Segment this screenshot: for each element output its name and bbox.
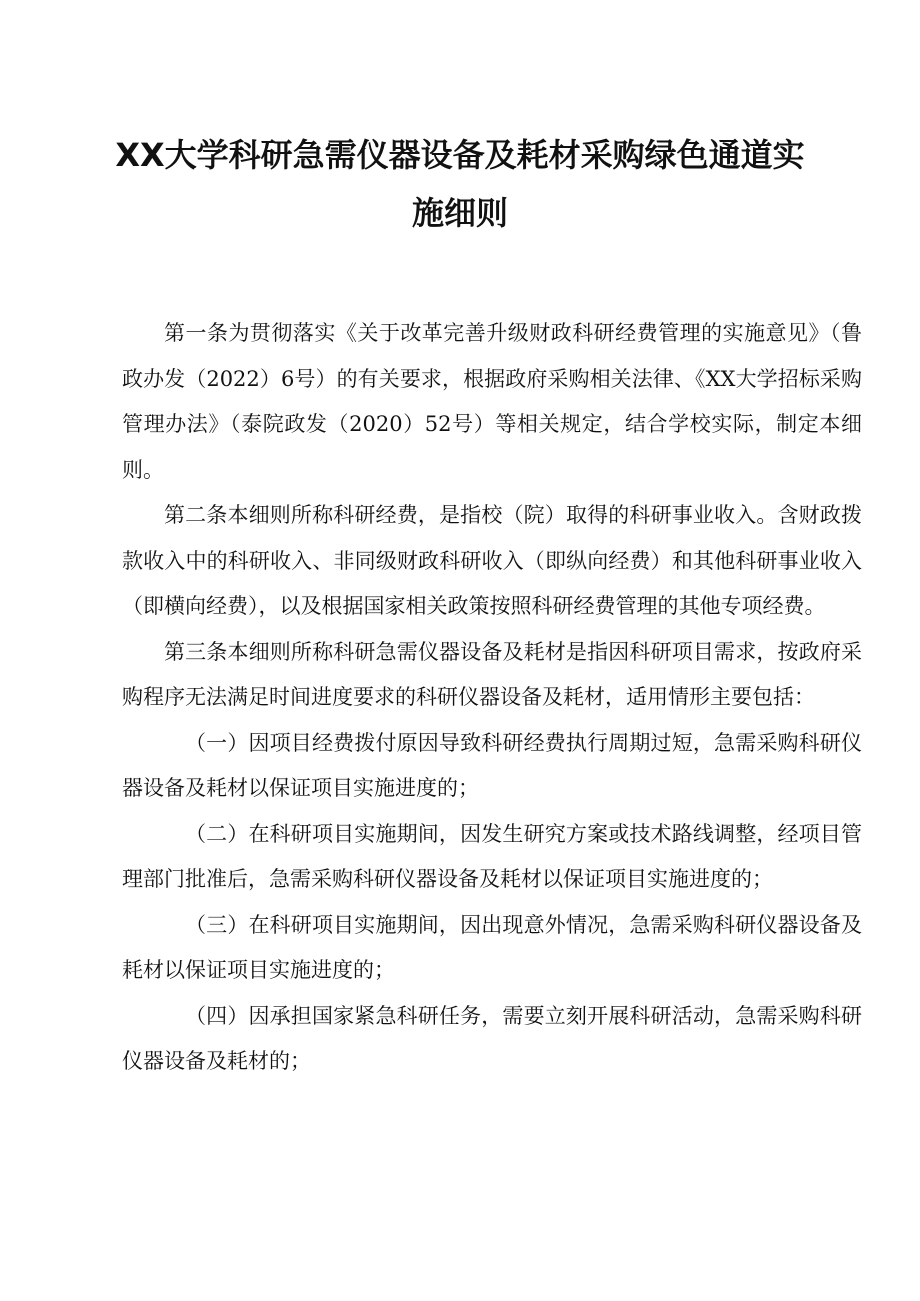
article-1-paragraph: 第一条为贯彻落实《关于改革完善升级财政科研经费管理的实施意见》（鲁政办发（2022）6号）的有关要求，根据政府采购相关法律、《XX大学招标采购管理办法》（泰院政发（2020）52号）等相关规定，结合学校实际，制定本细则。 xyxy=(122,321,862,482)
document-title: XX大学科研急需仪器设备及耗材采购绿色通道实施细则 xyxy=(115,136,805,232)
list-item-2: （二）在科研项目实施期间，因发生研究方案或技术路线调整，经项目管理部门批准后，急需采购科研仪器设备及耗材以保证项目实施进度的； xyxy=(122,821,862,891)
list-item-1: （一）因项目经费拨付原因导致科研经费执行周期过短，急需采购科研仪器设备及耗材以保证项目实施进度的； xyxy=(122,730,862,800)
list-item-4: （四）因承担国家紧急科研任务，需要立刻开展科研活动，急需采购科研仪器设备及耗材的； xyxy=(122,1003,862,1073)
article-2-paragraph: 第二条本细则所称科研经费，是指校（院）取得的科研事业收入。含财政拨款收入中的科研收入、非同级财政科研收入（即纵向经费）和其他科研事业收入（即横向经费），以及根据国家相关政策按照科研经费管理的其他专项经费。 xyxy=(122,503,862,618)
list-item-3: （三）在科研项目实施期间，因出现意外情况，急需采购科研仪器设备及耗材以保证项目实施进度的； xyxy=(122,912,862,982)
document-body xyxy=(122,311,862,1085)
article-3-paragraph: 第三条本细则所称科研急需仪器设备及耗材是指因科研项目需求，按政府采购程序无法满足时间进度要求的科研仪器设备及耗材，适用情形主要包括： xyxy=(122,639,862,709)
